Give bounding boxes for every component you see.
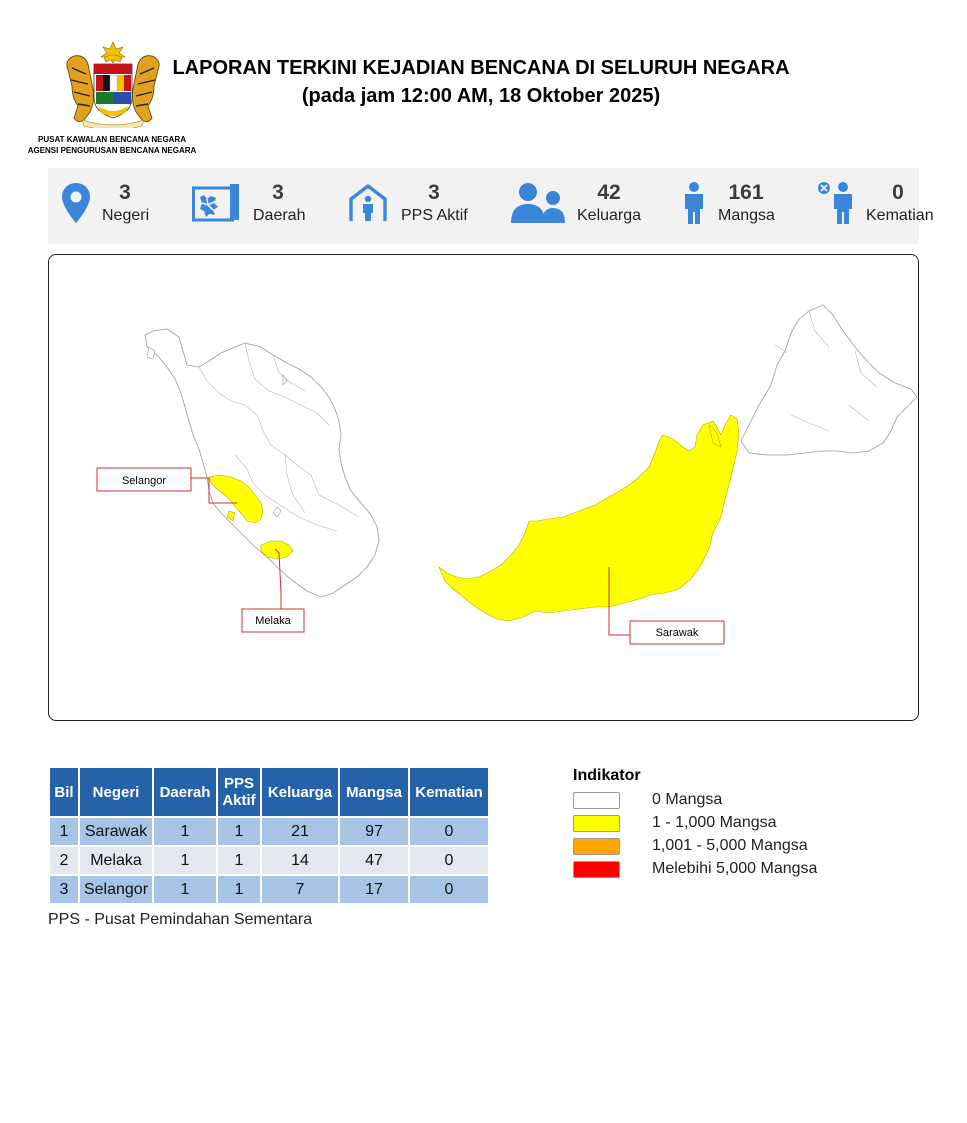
cell-pps-aktif: 1: [218, 847, 260, 874]
callout-label: Melaka: [255, 615, 291, 627]
cell-kematian: 0: [410, 818, 488, 845]
cell-pps-aktif: 1: [218, 876, 260, 903]
stat-value: 3: [119, 181, 131, 204]
col-mangsa: Mangsa: [340, 768, 408, 816]
cell-bil: 3: [50, 876, 78, 903]
legend-swatch: [573, 861, 620, 878]
cell-negeri: Sarawak: [80, 818, 152, 845]
sabah-region: [741, 305, 917, 455]
stat-label: Daerah: [253, 207, 306, 224]
cell-negeri: Selangor: [80, 876, 152, 903]
cell-bil: 2: [50, 847, 78, 874]
col-negeri: Negeri: [80, 768, 152, 816]
legend-item: [573, 835, 913, 858]
org-line-1: PUSAT KAWALAN BENCANA NEGARA: [38, 135, 186, 144]
stat-keluarga: [508, 168, 658, 244]
table-header-row: [50, 768, 488, 816]
stat-label: Negeri: [102, 207, 150, 224]
stats-bar: [48, 168, 934, 244]
cell-daerah: 1: [154, 818, 216, 845]
stat-value: 0: [892, 181, 904, 204]
location-pin-icon: [61, 182, 91, 224]
map-legend: [573, 767, 913, 881]
legend-label: 1,001 - 5,000 Mangsa: [652, 837, 808, 854]
disaster-map: [48, 254, 919, 721]
stat-value: 161: [728, 181, 764, 204]
legend-label: 0 Mangsa: [652, 791, 723, 808]
cell-negeri: Melaka: [80, 847, 152, 874]
malaysia-map: [49, 255, 919, 721]
title-line-1: LAPORAN TERKINI KEJADIAN BENCANA DI SELURUH NEGARA: [172, 57, 790, 79]
state-summary-table: [48, 766, 490, 905]
stat-label: Keluarga: [577, 207, 642, 224]
col-kematian: Kematian: [410, 768, 488, 816]
family-icon: [510, 182, 566, 224]
stat-label: Mangsa: [718, 207, 775, 224]
stat-mangsa: [678, 168, 818, 244]
legend-title: Indikator: [573, 767, 641, 784]
stat-daerah: [190, 168, 340, 244]
cell-daerah: 1: [154, 876, 216, 903]
legend-swatch: [573, 792, 620, 809]
footnote: PPS - Pusat Pemindahan Sementara: [48, 911, 313, 928]
stat-label: Kematian: [866, 207, 934, 224]
cell-mangsa: 47: [340, 847, 408, 874]
table-row: [50, 876, 488, 903]
cell-bil: 1: [50, 818, 78, 845]
col-daerah: Daerah: [154, 768, 216, 816]
col-keluarga: Keluarga: [262, 768, 338, 816]
legend-label: 1 - 1,000 Mangsa: [652, 814, 777, 831]
cell-kematian: 0: [410, 847, 488, 874]
callout-label: Selangor: [121, 475, 167, 487]
shelter-icon: [348, 183, 388, 223]
death-person-icon: [816, 181, 856, 225]
cell-keluarga: 21: [262, 818, 338, 845]
stat-value: 3: [272, 181, 284, 204]
cell-keluarga: 14: [262, 847, 338, 874]
col-pps-aktif: PPS Aktif: [218, 768, 260, 816]
callout-sarawak: [630, 621, 724, 644]
legend-item: [573, 789, 913, 812]
callout-selangor: [97, 468, 191, 491]
col-bil: Bil: [50, 768, 78, 816]
cell-mangsa: 17: [340, 876, 408, 903]
callout-melaka: [242, 609, 304, 632]
stat-negeri: [58, 168, 178, 244]
table-row: [50, 847, 488, 874]
stat-value: 3: [428, 181, 440, 204]
stat-pps-aktif: [346, 168, 486, 244]
stat-kematian: [816, 168, 934, 244]
cell-keluarga: 7: [262, 876, 338, 903]
organization-name: [20, 134, 204, 156]
legend-swatch: [573, 838, 620, 855]
table-row: [50, 818, 488, 845]
sarawak-region: [439, 415, 739, 621]
cell-kematian: 0: [410, 876, 488, 903]
cell-daerah: 1: [154, 847, 216, 874]
stat-label: PPS Aktif: [401, 207, 468, 224]
person-icon: [682, 181, 706, 225]
district-map-icon: [192, 183, 240, 223]
title-line-2: (pada jam 12:00 AM, 18 Oktober 2025): [301, 85, 661, 107]
legend-label: Melebihi 5,000 Mangsa: [652, 860, 818, 877]
org-line-2: AGENSI PENGURUSAN BENCANA NEGARA: [27, 146, 197, 155]
legend-item: [573, 812, 913, 835]
callout-label: Sarawak: [655, 627, 699, 639]
cell-mangsa: 97: [340, 818, 408, 845]
legend-item: [573, 858, 913, 881]
cell-pps-aktif: 1: [218, 818, 260, 845]
peninsular-malaysia: [145, 329, 379, 597]
stat-value: 42: [597, 181, 621, 204]
page-title: [150, 54, 812, 110]
legend-swatch: [573, 815, 620, 832]
